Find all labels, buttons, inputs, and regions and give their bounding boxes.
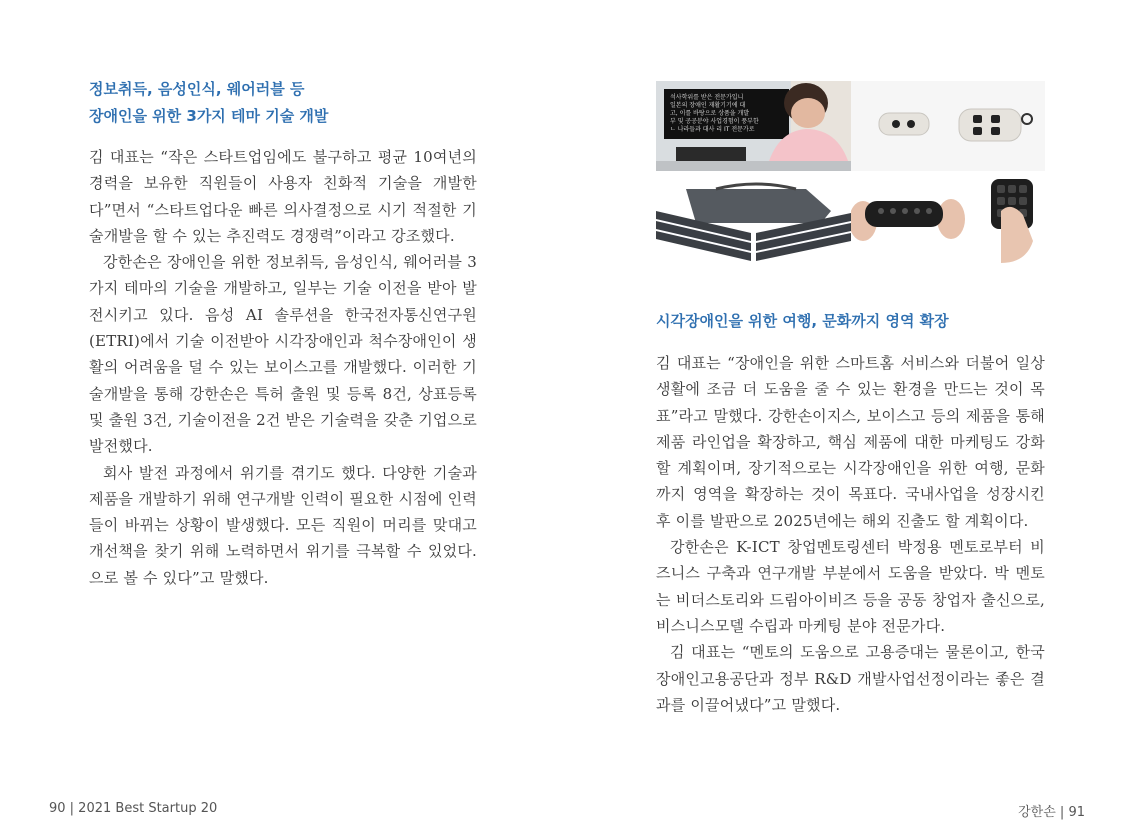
right-page-footer: 강한손 | 91 [1018,805,1085,820]
right-paragraph-3: 김 대표는 “멘토의 도움으로 고용증대는 물론이고, 한국장애인고용공단과 정부 R&D 개발사업선정이라는 좋은 결과를 이끌어냈다”고 말했다. [656,643,1045,714]
left-section-heading [89,76,328,130]
left-page-footer: 90 | 2021 Best Startup 20 [49,801,218,816]
left-heading-line-1: 정보취득, 음성인식, 웨어러블 등 [89,80,305,98]
right-paragraph-1: 김 대표는 “장애인을 위한 스마트홈 서비스와 더불어 일상생활에 조금 더 도움을 줄 수 있는 환경을 만드는 것이 목표”라고 말했다. 강한손이지스, 보이스고 등의 제품을 통해 제품 라인업을 확장하고, 핵심 제품에 대한 마케팅도 강화할 계획이며, 장기적으로는 시각장애인을 위한 여행, 문화까지 영역을 확장하는 것이 목표다. 국내사업을 성장시킨 후 이를 발판으로 2025년에는 해외 진출도 할 계획이다. [656,354,1045,530]
photo-user-at-monitor [656,81,851,171]
right-section-heading: 시각장애인을 위한 여행, 문화까지 영역 확장 [656,312,949,330]
right-paragraph-2: 강한손은 K-ICT 창업멘토링센터 박정용 멘토로부터 비즈니스 구축과 연구개발 부분에서 도움을 받았다. 박 멘토는 비더스토리와 드림아이비즈 등을 공동 창업자 출신으로, 비스니스모델 수립과 마케팅 분야 전문가다. [656,538,1045,635]
photo-remote-devices [851,81,1045,171]
left-body [89,144,477,591]
photo-handheld-keypads [851,171,1045,263]
left-paragraph-1: 김 대표는 “작은 스타트업임에도 불구하고 평균 10여년의 경력을 보유한 직원들이 사용자 친화적 기술을 개발한다”면서 “스타트업다운 빠른 의사결정으로 시기 적절한 기술개발을 할 수 있는 추진력도 경쟁력”이라고 강조했다. [89,148,477,245]
screen-text-line-5: ㄴ 나라들과 대사 리 IT 전문가로 [670,126,755,133]
screen-text-line-3: 고, 이를 바탕으로 상품을 개발 [670,110,750,117]
screen-text-line-4: 부 및 공공분야 사업경험이 풍부한 [670,118,759,125]
right-body [656,350,1045,718]
screen-text-line-2: 일본의 장애인 재활기기에 대 [670,102,746,109]
left-heading-line-2: 장애인을 위한 3가지 테마 기술 개발 [89,107,329,125]
left-paragraph-2: 강한손은 장애인을 위한 정보취득, 음성인식, 웨어러블 3가지 테마의 기술을 개발하고, 일부는 기술 이전을 받아 발전시키고 있다. 음성 AI 솔루션을 한국전자통신연구원(ETRI)에서 기술 이전받아 시각장애인과 척수장애인이 생활의 어려움을 덜 수 있는 보이스고를 개발했다. 이러한 기술개발을 통해 강한손은 특허 출원 및 등록 8건, 상표등록 및 출원 3건, 기술이전을 2건 받은 기술력을 갖춘 기업으로 발전했다. [89,253,477,456]
screen-text-line-1: 석사학위를 받은 전문가입니 [670,94,744,101]
left-paragraph-3: 회사 발전 과정에서 위기를 겪기도 했다. 다양한 기술과 제품을 개발하기 위해 연구개발 인력이 필요한 시점에 인력들이 바뀌는 상황이 발생했다. 모든 직원이 머리를 맞대고 개선책을 찾기 위해 노력하면서 위기를 극복할 수 있었다.으로 볼 수 있다”고 말했다. [89,463,477,587]
photo-tactile-mat [656,171,851,263]
